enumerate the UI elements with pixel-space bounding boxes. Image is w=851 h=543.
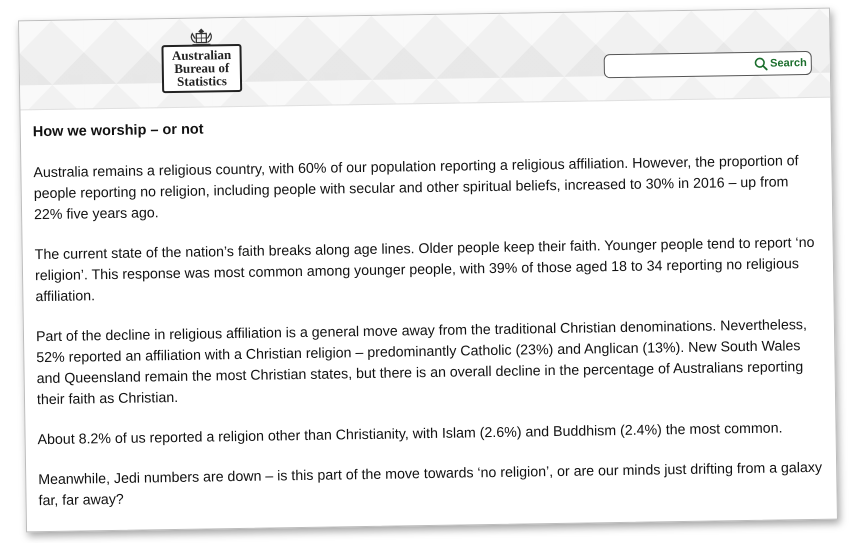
article-content <box>20 98 836 513</box>
article-paragraph: Meanwhile, Jedi numbers are down – is this part of the move towards ‘no religion’, or are our minds just drifting from a galaxy far, far away? <box>38 459 823 510</box>
logo-line-1: Australian <box>171 47 232 63</box>
article-paragraph: The current state of the nation’s faith breaks along age lines. Older people keep their faith. Younger people tend to report ‘no religion’. This response was most common among younger people, with 39% of those aged 18 to 34 reporting no religious affiliation. <box>34 234 815 306</box>
search-button-label: Search <box>770 57 807 70</box>
article-paragraph: Australia remains a religious country, with 60% of our population reporting a religious affiliation. However, the proportion of people reporting no religion, including people with secular and other spiritual beliefs, increased to 30% in 2016 – up from 22% five years ago. <box>33 153 799 224</box>
article-paragraph: About 8.2% of us reported a religion other than Christianity, with Islam (2.6%) and Buddhism (2.4%) the most common. <box>37 420 783 449</box>
logo-line-3: Statistics <box>176 73 228 89</box>
search-input[interactable] <box>611 55 755 77</box>
abs-logo[interactable] <box>161 26 242 103</box>
logo-line-2: Bureau of <box>174 60 230 76</box>
article-title: How we worship – or not <box>32 121 204 141</box>
logo-wordmark <box>161 44 242 93</box>
site-header <box>19 9 830 111</box>
search-icon <box>754 57 768 71</box>
article-paragraph: Part of the decline in religious affiliation is a general move away from the traditional Christian denominations. Nevertheless, 52% reported an affiliation with a Christian religion – predominantly Catholic (23%) and Anglican (13%). New South Wales and Queensland remain the most Christian states, but there is an overall decline in the percentage of Australians reporting their faith as Christian. <box>35 317 808 409</box>
search-button[interactable] <box>754 54 807 73</box>
search-box <box>604 51 812 78</box>
web-page <box>18 8 838 533</box>
